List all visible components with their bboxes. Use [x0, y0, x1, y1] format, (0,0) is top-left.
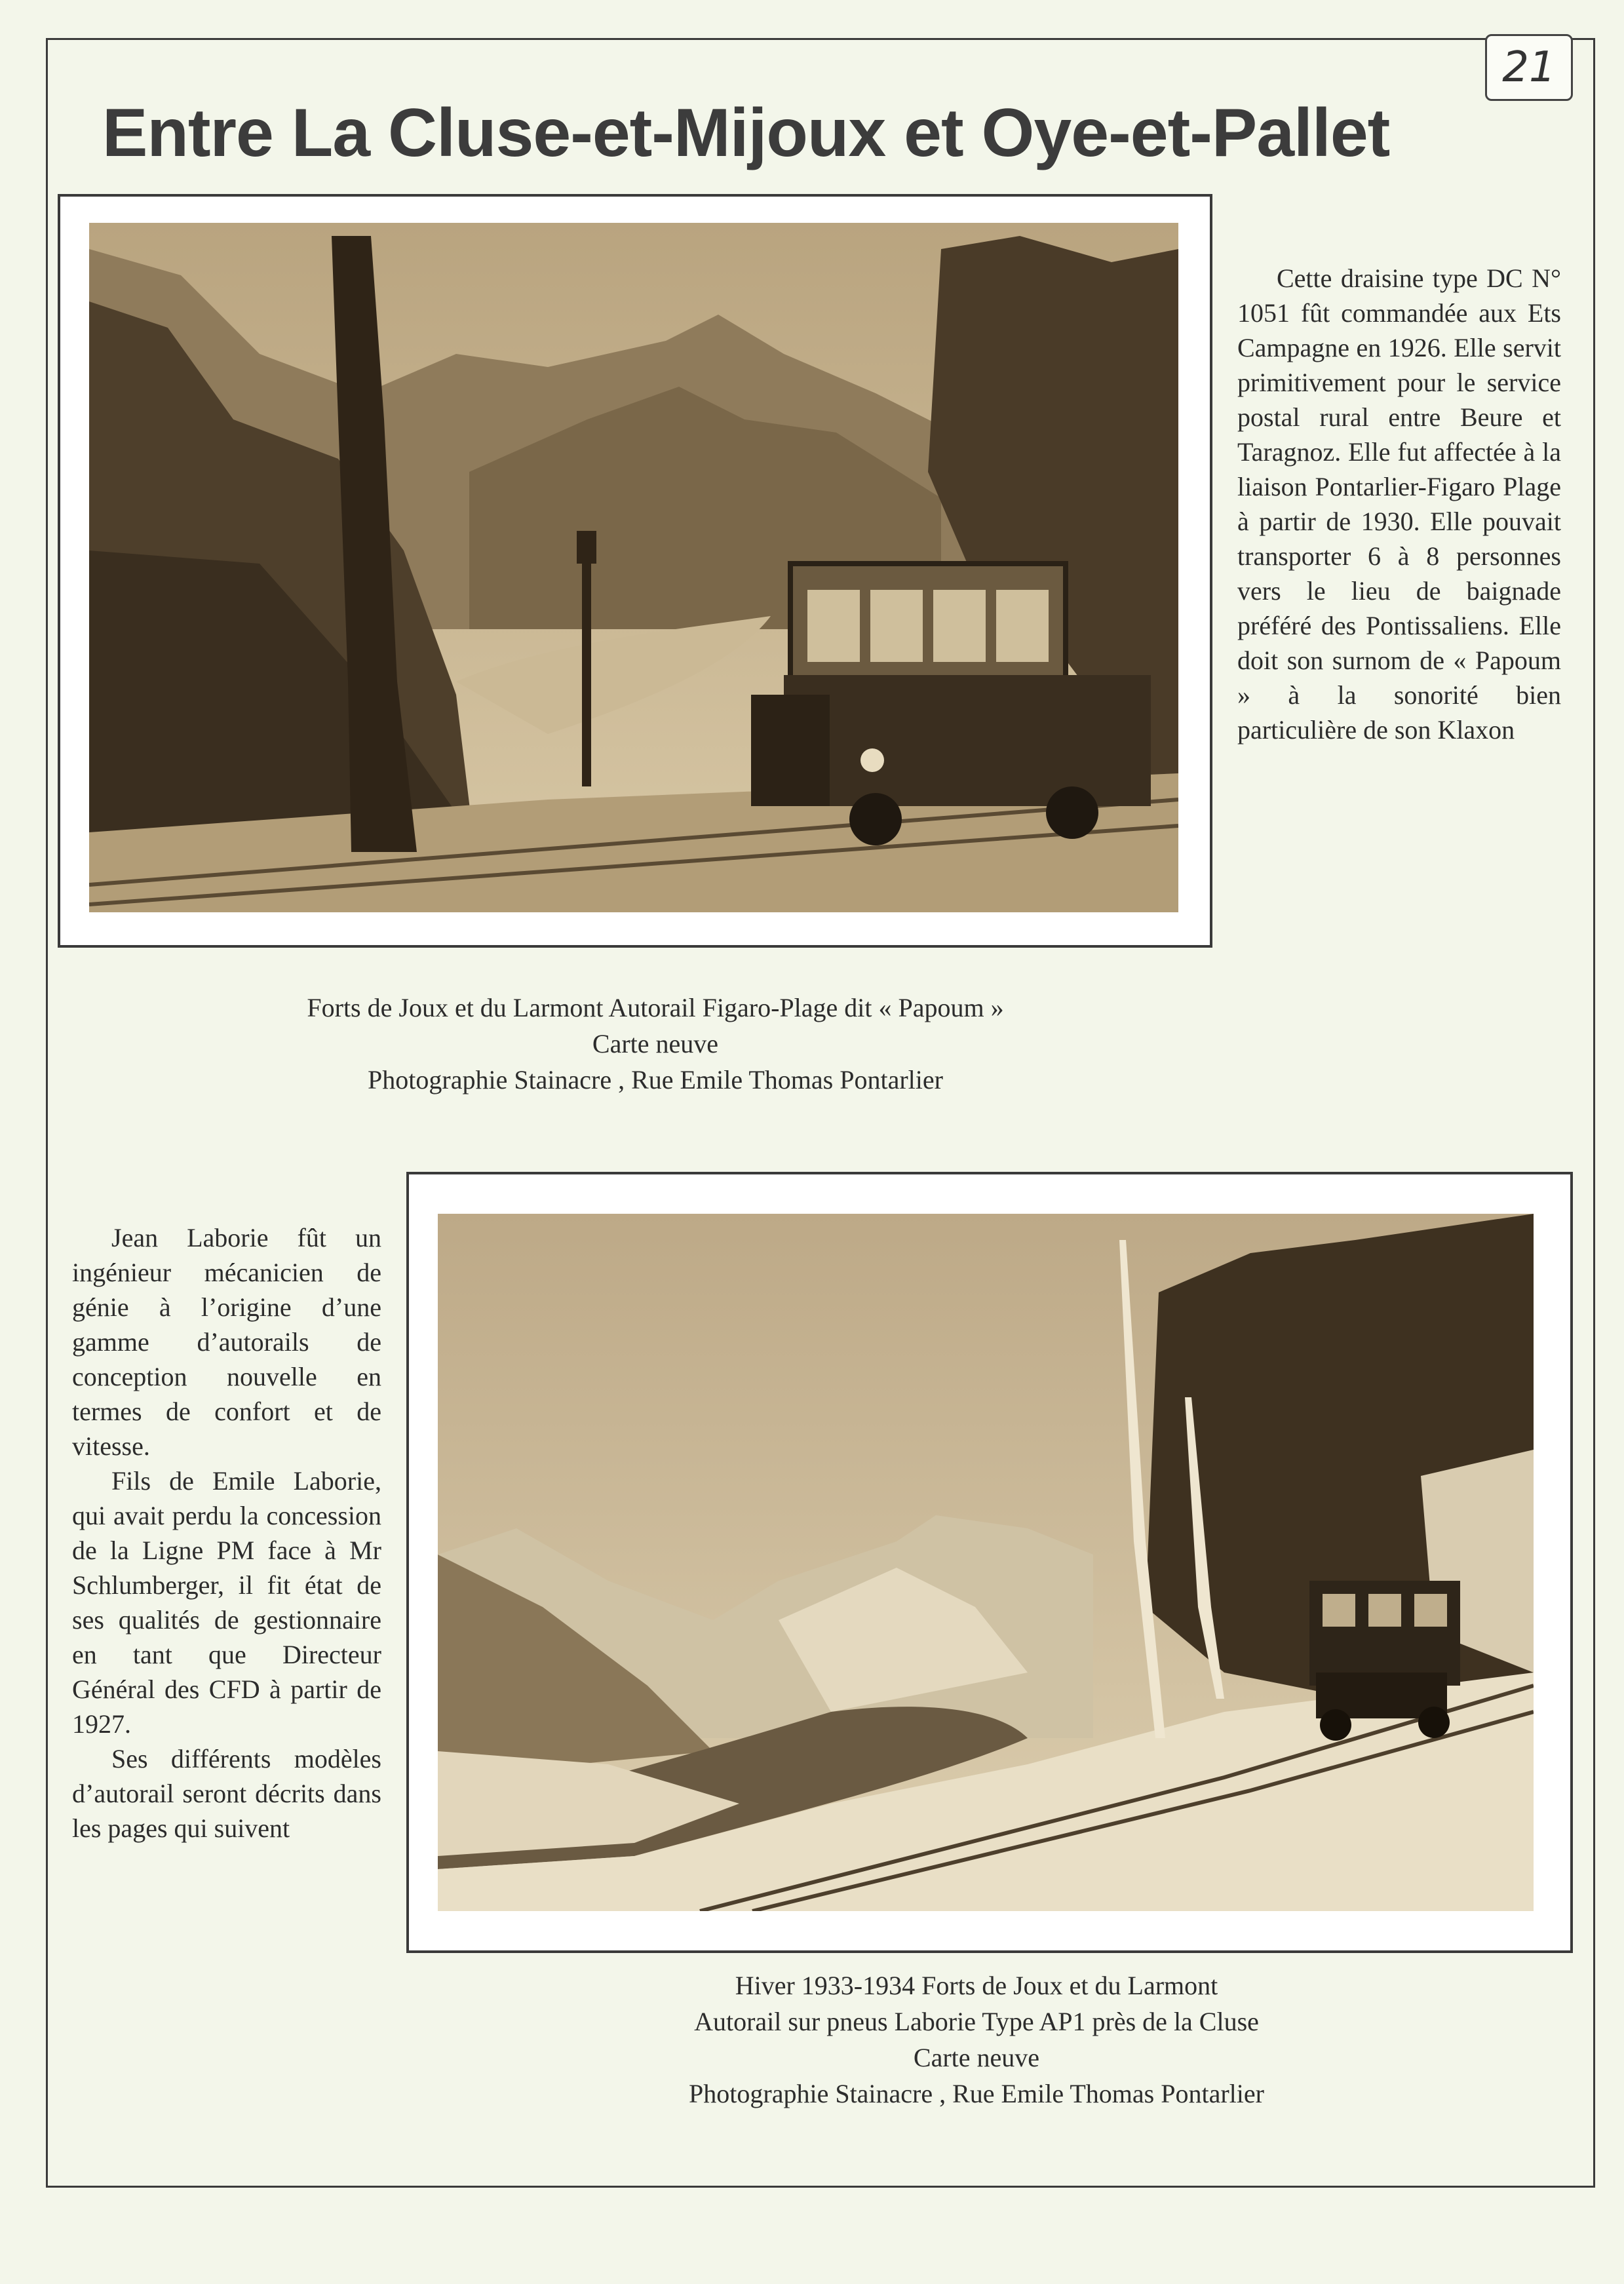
- caption-line: Forts de Joux et du Larmont Autorail Figaro-Plage dit « Papoum »: [307, 993, 1004, 1022]
- caption-line: Carte neuve: [913, 2043, 1040, 2072]
- caption-line: Carte neuve: [592, 1029, 719, 1058]
- paragraph: Ses différents modèles d’autorail seront décrits dans les pages qui suivent: [72, 1744, 381, 1843]
- caption-line: Autorail sur pneus Laborie Type AP1 près de la Cluse: [694, 2007, 1259, 2036]
- autorail-laborie-photo: [438, 1214, 1534, 1911]
- photo-bottom-mount: [406, 1172, 1573, 1953]
- paragraph: Jean Laborie fût un ingénieur mécanicien de génie à l’origine d’une gamme d’autorails de conception nouvelle en termes de confort et de vitesse.: [72, 1223, 381, 1461]
- caption-line: Photographie Stainacre , Rue Emile Thomas Pontarlier: [689, 2079, 1264, 2108]
- laborie-description: [72, 1220, 381, 1846]
- page-number: 21: [1485, 34, 1573, 101]
- caption-line: Hiver 1933-1934 Forts de Joux et du Larmont: [735, 1971, 1218, 2000]
- photo-top-mount: [58, 194, 1212, 948]
- caption-line: Photographie Stainacre , Rue Emile Thomas Pontarlier: [368, 1065, 943, 1094]
- paragraph: Fils de Emile Laborie, qui avait perdu la concession de la Ligne PM face à Mr Schlumberger, il fit état de ses qualités de gestionnaire en tant que Directeur Général des CFD à partir de 1927.: [72, 1466, 381, 1739]
- page-title: Entre La Cluse-et-Mijoux et Oye-et-Pallet: [102, 95, 1390, 171]
- draisine-papoum-photo: [89, 223, 1178, 912]
- photo-top-caption: [118, 990, 1193, 1098]
- draisine-description: Cette draisine type DC N° 1051 fût commandée aux Ets Campagne en 1926. Elle servit primitivement pour le service postal rural entre Beure et Taragnoz. Elle fut affectée à la liaison Pontarlier-Figaro Plage à partir de 1930. Elle pouvait transporter 6 à 8 personnes vers le lieu de baignade préféré des Pontissaliens. Elle doit son surnom de « Papoum » à la sonorité bien particulière de son Klaxon: [1237, 263, 1561, 745]
- photo-bottom-caption: [419, 1967, 1534, 2112]
